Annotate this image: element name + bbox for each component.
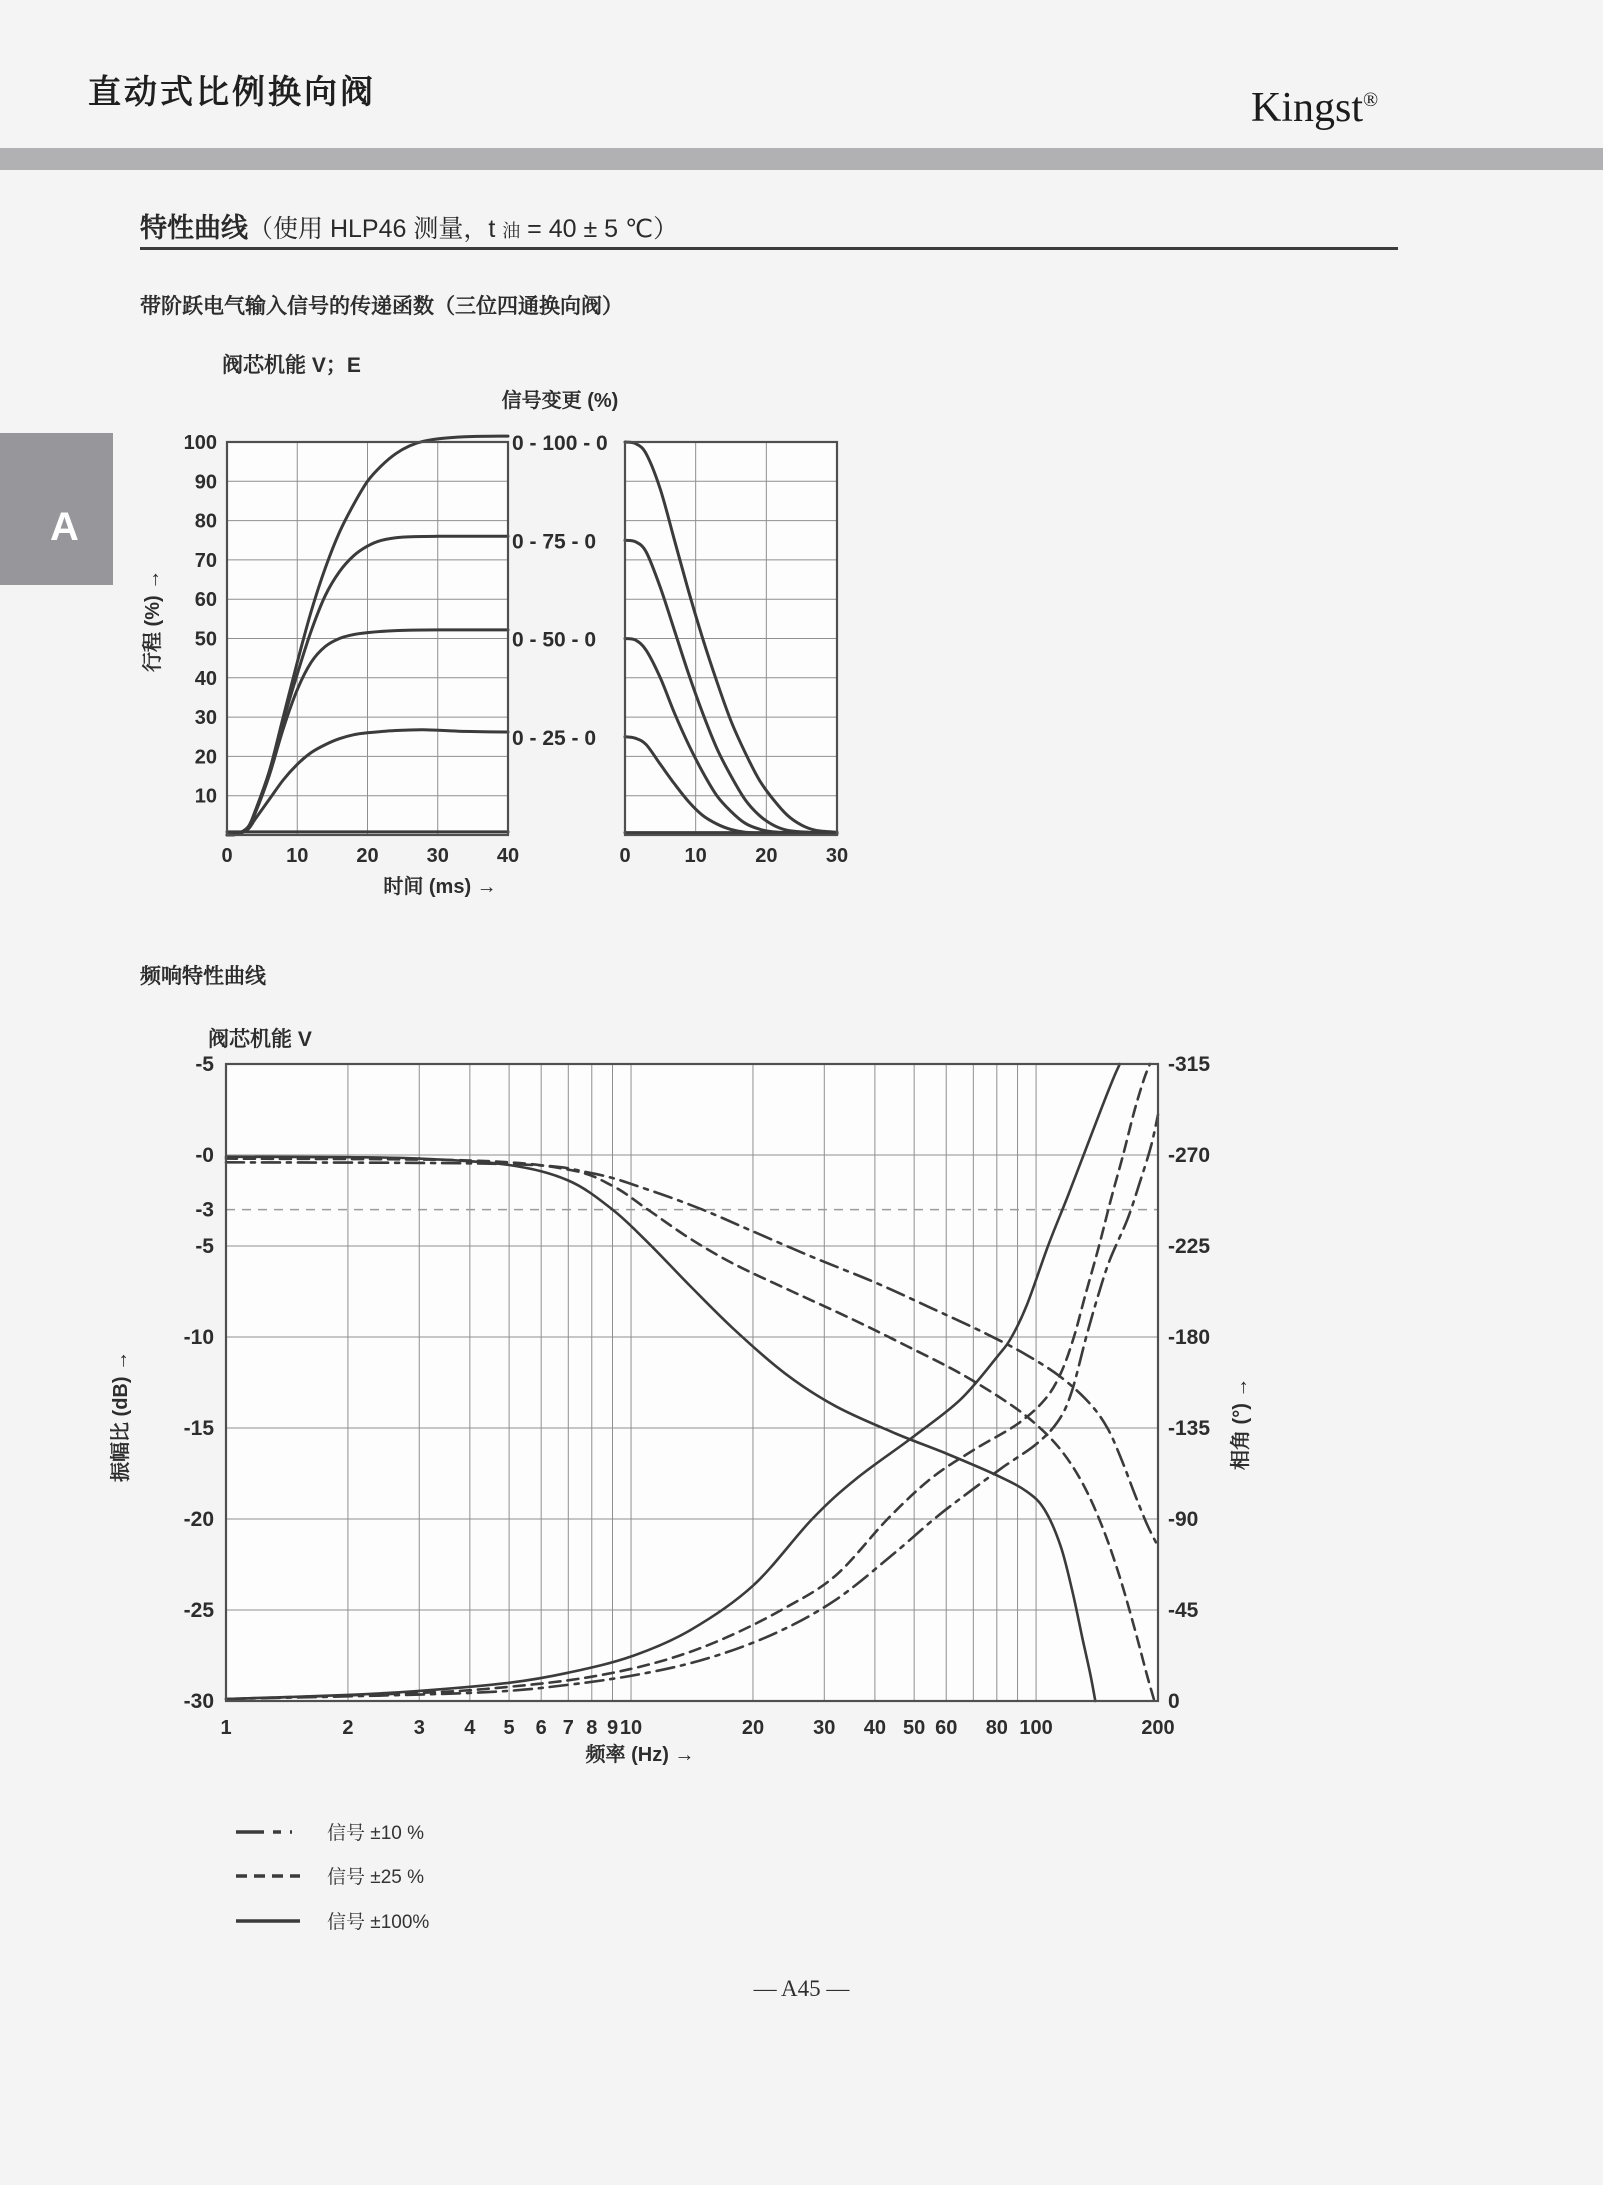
svg-text:-5: -5 <box>195 1053 214 1076</box>
svg-text:0: 0 <box>619 845 631 867</box>
solid-line-swatch-icon <box>235 1917 301 1925</box>
svg-text:4: 4 <box>464 1717 476 1739</box>
section-heading-pre: （使用 HLP46 测量，t <box>248 215 503 243</box>
legend-label: 信号 ±10 % <box>327 1823 425 1844</box>
step-chart-y-axis-label: 行程 (%) → <box>142 569 164 672</box>
registered-mark: ® <box>1363 89 1379 111</box>
svg-text:7: 7 <box>562 1717 574 1739</box>
svg-text:60: 60 <box>935 1717 958 1739</box>
svg-text:-30: -30 <box>183 1690 214 1713</box>
section-heading <box>140 206 678 245</box>
svg-text:3: 3 <box>413 1717 425 1739</box>
bode-amplitude-axis-label: 振幅比 (dB) → <box>110 1350 132 1482</box>
svg-text:0 - 100 - 0: 0 - 100 - 0 <box>512 432 608 455</box>
svg-text:10: 10 <box>286 845 309 867</box>
legend-item-signal-100 <box>235 1907 429 1934</box>
svg-text:-5: -5 <box>195 1235 214 1258</box>
svg-text:50: 50 <box>903 1717 926 1739</box>
svg-text:40: 40 <box>496 845 520 867</box>
svg-text:2: 2 <box>342 1717 354 1739</box>
bode-frequency-axis-label: 频率 (Hz) → <box>585 1744 695 1766</box>
svg-text:8: 8 <box>586 1717 598 1739</box>
svg-text:100: 100 <box>1019 1717 1053 1739</box>
page-number: — A45 — <box>753 1976 850 2001</box>
svg-text:-20: -20 <box>183 1508 214 1531</box>
svg-text:-315: -315 <box>1168 1053 1211 1076</box>
svg-text:10: 10 <box>194 785 217 808</box>
svg-text:-0: -0 <box>195 1144 214 1167</box>
svg-text:50: 50 <box>194 628 217 651</box>
svg-text:0 - 50 - 0: 0 - 50 - 0 <box>512 628 597 652</box>
bode-phase-axis-label: 相角 (°) → <box>1230 1377 1252 1470</box>
svg-text:-135: -135 <box>1168 1417 1211 1440</box>
legend-item-signal-10 <box>235 1818 424 1845</box>
svg-text:-3: -3 <box>195 1198 214 1222</box>
svg-text:30: 30 <box>194 707 217 730</box>
header-divider-band <box>0 148 1603 170</box>
svg-text:100: 100 <box>183 432 217 454</box>
legend-label: 信号 ±100% <box>327 1912 430 1933</box>
svg-text:-270: -270 <box>1168 1144 1211 1167</box>
svg-text:-10: -10 <box>183 1326 214 1349</box>
dashed-line-swatch-icon <box>235 1872 301 1880</box>
svg-text:0 - 25 - 0: 0 - 25 - 0 <box>512 726 597 750</box>
svg-text:0: 0 <box>1168 1690 1180 1713</box>
legend-item-signal-25 <box>235 1862 424 1889</box>
svg-text:0 - 75 - 0: 0 - 75 - 0 <box>512 530 597 554</box>
svg-text:80: 80 <box>194 510 217 533</box>
step-chart-subtitle: 带阶跃电气输入信号的传递函数（三位四通换向阀） <box>140 295 623 318</box>
svg-text:60: 60 <box>194 589 217 612</box>
svg-text:-25: -25 <box>183 1599 214 1622</box>
svg-text:90: 90 <box>194 471 217 494</box>
svg-text:9: 9 <box>606 1717 619 1739</box>
svg-text:30: 30 <box>813 1717 836 1739</box>
step-chart-title: 阀芯机能 V；E <box>222 354 361 377</box>
bode-chart-title: 阀芯机能 V <box>208 1028 312 1051</box>
section-heading-bold: 特性曲线 <box>140 213 248 243</box>
dashdot-line-swatch-icon <box>235 1828 301 1836</box>
step-chart-x-axis-label: 时间 (ms) → <box>383 876 497 898</box>
svg-text:200: 200 <box>1141 1717 1175 1739</box>
svg-text:20: 20 <box>741 1717 765 1739</box>
svg-text:80: 80 <box>985 1717 1008 1739</box>
svg-text:-90: -90 <box>1168 1508 1199 1531</box>
svg-text:30: 30 <box>426 845 449 867</box>
section-underline <box>140 247 1398 250</box>
svg-text:20: 20 <box>194 746 217 769</box>
bode-chart-subtitle: 频响特性曲线 <box>140 965 266 988</box>
brand-logo <box>1251 84 1378 132</box>
chapter-tab-label: A <box>50 505 79 549</box>
svg-text:40: 40 <box>194 667 217 690</box>
svg-text:0: 0 <box>221 845 233 867</box>
svg-text:-45: -45 <box>1168 1599 1199 1622</box>
svg-text:-15: -15 <box>183 1417 214 1440</box>
svg-text:40: 40 <box>863 1717 887 1739</box>
svg-text:10: 10 <box>684 845 707 867</box>
svg-text:20: 20 <box>755 845 778 867</box>
section-heading-post: = 40 ± 5 ℃） <box>520 215 679 243</box>
brand-name: Kingst <box>1251 85 1364 131</box>
section-heading-subscript: 油 <box>502 221 521 241</box>
legend-label: 信号 ±25 % <box>327 1867 425 1888</box>
svg-text:-225: -225 <box>1168 1235 1211 1258</box>
page-title: 直动式比例换向阀 <box>88 73 376 110</box>
svg-text:5: 5 <box>503 1717 515 1739</box>
signal-change-header: 信号变更 (%) <box>501 390 619 412</box>
svg-text:10: 10 <box>619 1717 643 1739</box>
chapter-tab <box>0 433 113 585</box>
svg-text:70: 70 <box>194 549 217 572</box>
svg-text:30: 30 <box>825 845 849 867</box>
svg-text:-180: -180 <box>1168 1326 1211 1349</box>
svg-text:20: 20 <box>356 845 379 867</box>
svg-text:6: 6 <box>535 1717 547 1739</box>
svg-text:1: 1 <box>220 1717 232 1739</box>
